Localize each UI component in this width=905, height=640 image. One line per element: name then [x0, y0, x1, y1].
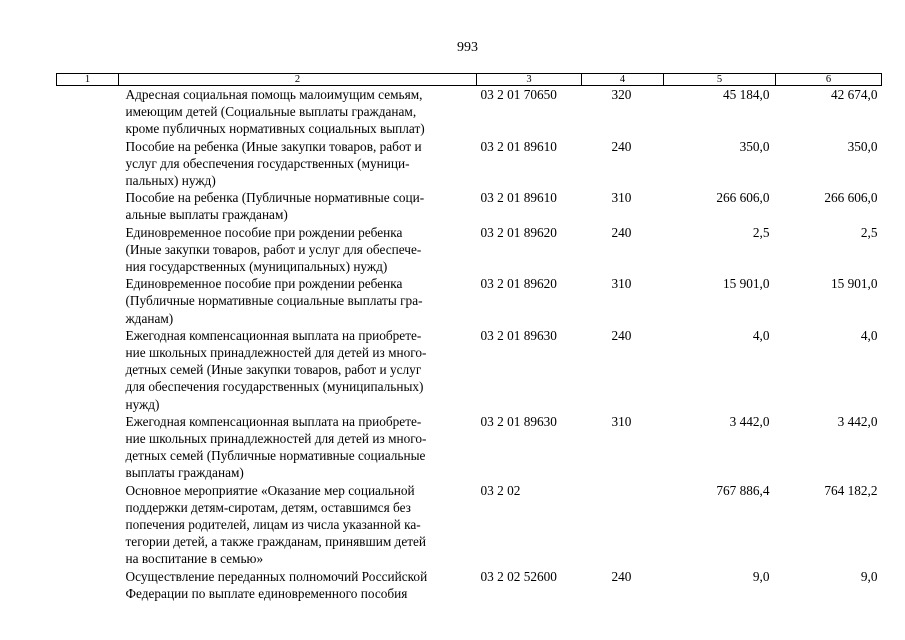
row-name-line: детных семей (Иные закупки товаров, работ и услуг	[125, 362, 422, 378]
row-value2-cell: 9,0	[860, 568, 878, 584]
row-value1-cell: 15 901,0	[722, 276, 770, 292]
row-value2-cell: 3 442,0	[837, 413, 878, 429]
row-name-line: жданам)	[125, 310, 174, 326]
row-type-cell: 310	[611, 413, 632, 429]
row-name-line: детных семей (Публичные нормативные социальные	[125, 448, 426, 464]
row-value2-cell: 350,0	[847, 138, 878, 154]
header-col-6: 6	[776, 74, 882, 86]
row-value1-cell: 767 886,4	[716, 482, 770, 498]
row-name-line: Ежегодная компенсационная выплата на приобрете-	[125, 327, 422, 343]
row-index-cell	[57, 224, 119, 276]
row-name-line: Осуществление переданных полномочий Российской	[125, 568, 428, 584]
row-name-line: Федерации по выплате единовременного пособия	[125, 585, 408, 601]
row-type-cell	[582, 482, 664, 568]
table-row	[57, 327, 882, 413]
row-name-line: для обеспечения государственных (муниципальных)	[125, 379, 424, 395]
table-row	[57, 482, 882, 568]
table-header	[57, 74, 882, 86]
budget-table	[56, 73, 882, 602]
row-value2-cell: 4,0	[860, 327, 878, 343]
row-name-cell	[119, 327, 477, 413]
row-name-line: Единовременное пособие при рождении ребенка	[125, 276, 403, 292]
row-name-line: нужд)	[125, 396, 160, 412]
table-row	[57, 224, 882, 276]
row-name-line: Ежегодная компенсационная выплата на приобрете-	[125, 413, 422, 429]
row-name-line: выплаты гражданам)	[125, 465, 244, 481]
row-name-cell	[119, 482, 477, 568]
row-code-cell: 03 2 01 89620	[480, 224, 557, 240]
table-row	[57, 189, 882, 223]
row-value2-cell: 15 901,0	[830, 276, 878, 292]
header-col-3: 3	[477, 74, 582, 86]
row-name-line: имеющим детей (Социальные выплаты гражданам,	[125, 104, 417, 120]
row-name-line: пальных) нужд)	[125, 173, 216, 189]
row-value1-cell: 2,5	[752, 224, 770, 240]
row-type-cell: 310	[611, 276, 632, 292]
table-row	[57, 275, 882, 327]
row-name-line: (Иные закупки товаров, работ и услуг для обеспече-	[125, 241, 422, 257]
row-value1-cell: 3 442,0	[729, 413, 770, 429]
row-name-line: на воспитание в семью»	[125, 551, 264, 567]
row-name-cell	[119, 413, 477, 482]
row-value1-cell: 266 606,0	[716, 190, 770, 206]
row-name-line: Пособие на ребенка (Публичные нормативные соци-	[125, 190, 425, 206]
row-value2-cell: 266 606,0	[824, 190, 878, 206]
row-name-line: альные выплаты гражданам)	[125, 207, 288, 223]
row-value1-cell: 4,0	[752, 327, 770, 343]
row-name-line: Адресная социальная помощь малоимущим семьям,	[125, 87, 423, 102]
row-name-line: кроме публичных нормативных социальных выплат)	[125, 121, 425, 137]
row-code-cell: 03 2 01 89630	[480, 327, 557, 343]
page-number: 993	[457, 40, 478, 55]
row-code-cell: 03 2 02	[480, 482, 521, 498]
row-index-cell	[57, 413, 119, 482]
table-row	[57, 86, 882, 138]
row-index-cell	[57, 482, 119, 568]
row-value1-cell: 45 184,0	[722, 87, 770, 102]
row-type-cell: 320	[611, 87, 632, 102]
row-name-line: попечения родителей, лицам из числа указанной ка-	[125, 517, 421, 533]
row-name-line: Основное мероприятие «Оказание мер социальной	[125, 482, 415, 498]
row-name-line: поддержки детям-сиротам, детям, оставшимся без	[125, 499, 411, 515]
row-name-cell	[119, 224, 477, 276]
row-code-cell: 03 2 01 70650	[480, 87, 557, 102]
row-name-line: (Публичные нормативные социальные выплаты гра-	[125, 293, 423, 309]
row-type-cell: 240	[611, 138, 632, 154]
row-value1-cell: 350,0	[739, 138, 770, 154]
row-name-line: услуг для обеспечения государственных (муници-	[125, 155, 410, 171]
table-row	[57, 413, 882, 482]
row-code-cell: 03 2 01 89610	[480, 138, 557, 154]
row-type-cell: 240	[611, 224, 632, 240]
table-row	[57, 568, 882, 602]
row-index-cell	[57, 327, 119, 413]
row-name-line: ние школьных принадлежностей для детей из много-	[125, 431, 427, 447]
row-code-cell: 03 2 01 89610	[480, 190, 557, 206]
row-value2-cell: 2,5	[860, 224, 878, 240]
row-type-cell: 240	[611, 327, 632, 343]
row-name-line: Пособие на ребенка (Иные закупки товаров, работ и	[125, 138, 422, 154]
row-value2-cell: 42 674,0	[830, 87, 878, 102]
row-code-cell: 03 2 02 52600	[480, 568, 557, 584]
row-value1-cell: 9,0	[752, 568, 770, 584]
header-col-2: 2	[119, 74, 477, 86]
row-code-cell: 03 2 01 89630	[480, 413, 557, 429]
row-code-cell: 03 2 01 89620	[480, 276, 557, 292]
row-value2-cell: 764 182,2	[824, 482, 878, 498]
row-name-cell	[119, 138, 477, 190]
header-col-4: 4	[582, 74, 664, 86]
row-name-cell	[119, 275, 477, 327]
header-col-1: 1	[57, 74, 119, 86]
row-type-cell: 310	[611, 190, 632, 206]
row-name-line: Единовременное пособие при рождении ребенка	[125, 224, 403, 240]
row-index-cell	[57, 86, 119, 138]
row-name-line: ния государственных (муниципальных) нужд)	[125, 259, 388, 275]
header-col-5: 5	[664, 74, 776, 86]
table-body	[57, 86, 882, 603]
row-index-cell	[57, 568, 119, 602]
row-name-line: тегории детей, а также гражданам, принявшим детей	[125, 534, 427, 550]
table-row	[57, 138, 882, 190]
row-name-line: ние школьных принадлежностей для детей из много-	[125, 345, 427, 361]
row-index-cell	[57, 138, 119, 190]
row-name-cell	[119, 568, 477, 602]
row-index-cell	[57, 275, 119, 327]
row-type-cell: 240	[611, 568, 632, 584]
row-name-cell	[119, 189, 477, 223]
header-row	[57, 74, 882, 86]
row-index-cell	[57, 189, 119, 223]
row-name-cell	[119, 86, 477, 138]
